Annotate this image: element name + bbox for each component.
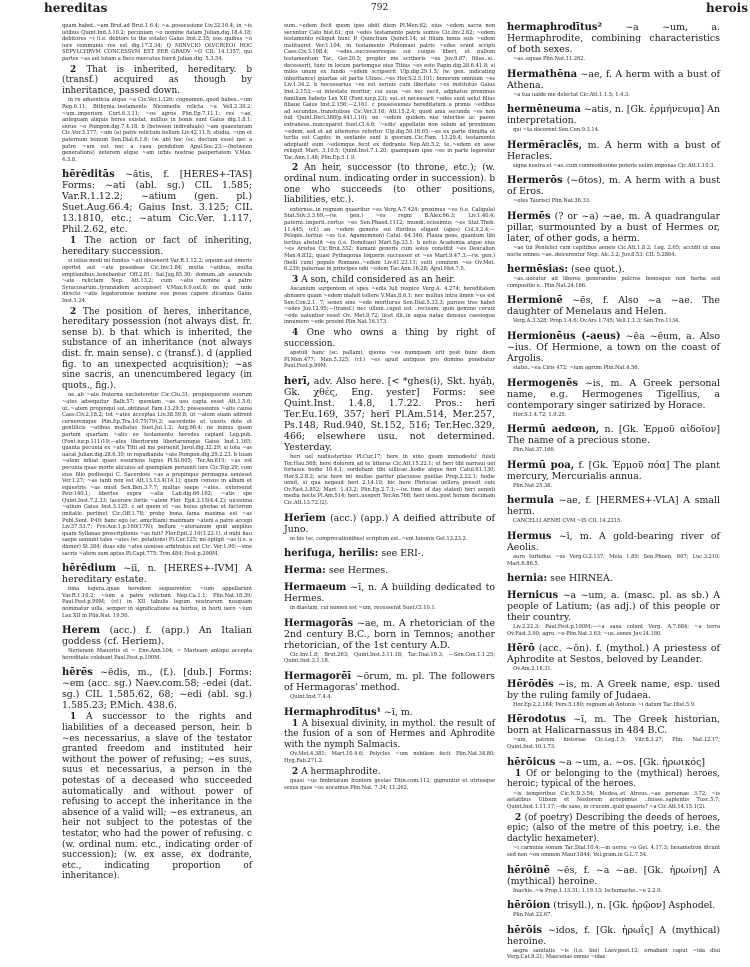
entry-definition: ~ī, n. A building dedicated to Hermes. (284, 582, 496, 605)
citation-block: signa nostra et ~as..cum commodissime poteris uelim imponas Cic.Att.1.10.3. (513, 162, 715, 169)
citation-block: ~i carminis sonum Tac.Dial.10.4;—in uersu ~o Gel. 4.17.3; hexametron dicunt sed non ~on omnem Maur.1844; Vel.gram.in G.L.7.54. (507, 845, 720, 858)
citation-block: apstuli hanc (sc. pallam), quoius ~es numquam erit post hunc diem Pl.Men.477; Man.5.325; (cf.) ~es apud antiquos pro domino ponebatur Paul.Fest.p.99M. (284, 350, 495, 370)
headword: Hermū poa, (507, 459, 575, 471)
sense-definition: 1 The action or fact of inheriting, hereditary succession. (62, 236, 252, 257)
sense-definition: 2 A hermaphrodite. (292, 766, 381, 777)
entry-head (507, 211, 720, 244)
entry-head (507, 295, 720, 317)
entry-definition: ~ōrum, m. pl. The followers of Hermagoras' method. (284, 671, 495, 694)
citation-block: ~is temporibus Cic.N.D.3.54; Medea..et Atreus..~ae personae 3.72; ~is aetatibus Ulixem et Nestorem accepimus ..fuisse..sapientis Tusc.5.7; Quint.Inst.1.11.17;—de saxo, in crucem..quid quaeris? ~a Cic.Att.14.15.1(2). (507, 790, 720, 811)
headword: hermēsias: (507, 264, 569, 276)
entry-head (507, 643, 720, 665)
entry-head (507, 69, 720, 91)
running-head-left: hereditas (44, 1, 108, 15)
entry-definition: ~ēdis, m., (f.). [dub.] Forms: ~em (acc. sg.) Naev.com.58; -edei (dat. sg.) CIL 1.585.62, 68; ~edi (abl. sg.) 1.585.23; P.Mich. 438.6. (62, 667, 252, 712)
sense-number: 1 (70, 712, 87, 723)
headword: hērēditās (62, 169, 115, 181)
dictionary-entry (507, 531, 720, 567)
entry-head (507, 331, 720, 364)
headword: Hermogenēs (507, 377, 578, 389)
column-2 (284, 22, 495, 797)
entry-definition: ~ēa ~ēum, a. Also ~ius. Of Hermione, a town on the coast of Argolis. (507, 330, 720, 364)
sense-definition: 2 The position of heres, inheritance, hereditary possession (not always dist. fr. sense b). b that which is inherited, the substance of an inheritance (not always dist. fr. main sense). c (transf.). d (applied fig. to an unexpected acquisition); ~as sine sacris, an unencumbered legacy (in quots., fig.). (62, 306, 253, 391)
dictionary-entry (507, 378, 720, 419)
entry-head (507, 104, 720, 126)
citation-block: Verg.A.3.328; Prop.1.4.6; Ov.Ars 1.745; Vell.1.1.3; Sen.Tro.1134. (513, 318, 680, 325)
dictionary-entry (284, 707, 495, 792)
sense-number: 4 (292, 327, 307, 338)
citation-block: si istius modi mi fundus ~ati obuenerit Var.R.1.12.2; equum aut emeris oportet aut ~ate possideas Cic.Inv.1.84; multa ~atibus, multa emptionibus..tenebantur Off.2.81; Sal.Jug.85.30; domum..ab auunculo ~ate relictam Nep. Att.13.2; cum ~atis nomine a patre Syracusarum..tyrannidem accepisset V.Max.6.9.ext.6; ne quid inde directo ~atis legatorumue nomine eos posse capere dicamus Gaius Inst.1.24. (62, 258, 252, 305)
dictionary-entry (284, 513, 495, 543)
sense-number: 1 (515, 768, 526, 779)
entry-definition: ~a ~um, a. ~os. [Gk. ἡρωικός] (558, 756, 705, 768)
citation-block: Ascanium surgentem et spes ~edis Iuli respice Verg.A. 4.274; hereditatem abnuere quam ~edem maluit tollere V.Max.8.6.1; nec multus intra limen ~es est Sen.Con.2.1. 7; senex sine ~ede moriturus Sen.Dial.5.33.3; paruos tres habet ~edes Juv.12.95;—(transf.) nec ullum..caput est ..recisum, quin gemino ceruix ~ede ualentior esset Ov. Met.9.72; licet illi..in aqua natae densius caesioque innumero ~ede prosint Plin.Nat.16.173. (284, 286, 495, 326)
citation-block: statio..~ea Ciris 472; ~ium agrum Plin.Nat.4.56. (513, 364, 640, 371)
citation-block: externus..in regnum quaeritur ~es Verg.A.7.424; proximus ~es (i.e. Caligula) Stat.Silv.3.3.69;—(w. gen.) ~es regni B.Alex.66.3; Liv.1.40.4; paterni..imperii..certus ~es Sen.Phaed.1112; mundi..ocissimus ~es Stat.Theb. 11.445; (cf.) an ~edem generis sui floribus eligant (apes) Col.9.2.4;—Pelopis..tertius ~es (i.e. Agamemnon) Catul. 64.346; Flauia gens, quantum tibi tertius abstulit ~es (i.e. Domitian) Mart.Sp.33.1. b uetus Academia atque eius ~es Aristus Cic.Brut.332; humani generis cum solus constitit ~es Deucalion Man.4.832; quasi Pythagoras loqueris successor et ~es Mart.9.47.3;—(w. gen.) (belli cum) populo Romano..~edem Liv.41.23.11; sutti comitem ~es Ov.Met. 6.239; paternae in principes odii ~edem Tac.Ann.16.28; Apul.Met.7.5. (284, 206, 495, 273)
dictionary-entry (284, 548, 495, 559)
sense-definition: 1 A successor to the rights and liabilities of a deceased person, heir. b ~es necessarius, a slave of the testator granted freedom and instituted heir without the power of refusing; ~es suus, suus et necessarius, a person in the potestas of a deceased who succeeded automatically and without power of refusing to accept the inheritance in the absence of a valid will; ~es extraneus, an heir not subject to the potestas of the testator, who had the power of refusing. c (w. ordinal num. etc., indicating order of succession); (w. ex asse, ex dodrante, etc., indicating proportion of inheritance). (62, 712, 253, 882)
citation-block: Hor.Ep.2.2.184; Pers.5.180; regnum ab Antonio ~i datum Tac.Hist.5.9. (513, 701, 696, 708)
dictionary-entry (62, 625, 252, 661)
dictionary-entry (62, 23, 252, 163)
entry-head (284, 582, 495, 604)
citation-block: Hor.S.1.4.72; 1.9.25. (513, 411, 567, 418)
entry-definition: ~iī, n. [HERES+-IVM] A hereditary estate. (62, 563, 252, 586)
citation-block: in diaetam, cui nomen est ~um, recesserat Suet.Cl.10.1. (290, 605, 437, 612)
dictionary-entry (507, 424, 720, 454)
entry-head (507, 264, 720, 275)
citation-block: ~ae tui Pentelici cum capitibus aeneis Cic.Att.1.8.2; Leg. 2.65; accidit ut una nocte omnes ~ae..deicerentur Nep. Alc.3.2; Juv.8.53; CIL 5.2864. (507, 244, 720, 258)
citation-block: CANCELLI AENEI CVM ~IS CIL 14.2215. (513, 518, 622, 525)
entry-head (507, 925, 720, 947)
sense-definition: 1 A bisexual divinity, in mythol. the result of the fusion of a son of Hermes and Aphrodite with the nymph Salmacis. (284, 718, 496, 750)
dictionary-entry (507, 140, 720, 170)
headword: Hērō (507, 643, 535, 655)
sense-definition: 2 (of poetry) Describing the deeds of heroes, epic; (also of the metre of this poetry, i.e. the dactylic hexameter). (507, 812, 720, 844)
sense-definition: 4 One who owns a thing by right of succession. (284, 327, 495, 349)
entry-definition: see Hermes. (328, 565, 389, 577)
headword: hērōicus (507, 756, 556, 768)
entry-head (507, 424, 720, 446)
entry-definition: ~ēs, f. Also ~a ~ae. The daughter of Menelaus and Helen. (507, 295, 720, 318)
entry-head (507, 378, 720, 411)
entry-head (507, 140, 720, 162)
entry-definition: ~ae, f. [HERMES+-VLA] A small herm. (507, 495, 721, 518)
citation-block: Ov.Am.2.16.31. (513, 666, 553, 673)
headword: Hernicus (507, 590, 559, 602)
headword: Hermus (507, 530, 552, 542)
entry-definition: adv. Also here. [< *ghes(i), Skt. hyáḥ, Gk. χθές, Eng. yester] Forms: see Quint.Inst. 1.4.8, 1.7.22. Pros.: herī Ter.Eu.169, 357; herī Pl.Am.514, Mer.257, Ps.148, Rud.940, St.152, 516; Ter.Hec.329, 466; elsewhere usu. not determined. Yesterday. (284, 375, 496, 453)
entry-definition: n. [Gk. Ἑρμοῦ αἰδοῖον] The name of a precious stone. (507, 424, 720, 447)
column-1 (62, 22, 252, 888)
dictionary-entry (507, 331, 720, 372)
sense-definition: 2 An heir, successor (to throne, etc.); (w. ordinal num. indicating order in succession). b one who succeeds (to other positions, liabilities, etc.). (284, 163, 496, 206)
headword: herī, (284, 375, 311, 387)
headword: Hermionēus (-aeus) (507, 330, 621, 342)
entry-definition: ~is, m. A Greek name, esp. used by the ruling family of Judaea. (507, 678, 721, 701)
dictionary-entry (507, 573, 720, 584)
sense-number: 3 (292, 274, 302, 285)
headword: hērōion (507, 900, 551, 912)
running-head-right: herois (706, 1, 748, 15)
headword: hermula (507, 495, 555, 507)
entry-head (62, 169, 252, 235)
entry-definition: (acc. ~ōn). f. (mythol.) A priestess of Aphrodite at Sestos, beloved by Leander. (507, 643, 720, 666)
dictionary-entry (507, 679, 720, 709)
headword: Herma: (284, 565, 326, 577)
entry-definition: m. A herm with a bust of Heracles. (507, 139, 720, 162)
dictionary-entry (507, 865, 720, 895)
citation-block: Plin.Nat.22.67. (513, 912, 552, 919)
entry-head (507, 531, 720, 553)
entry-definition: (acc.) f. (app.) An Italian goddess (cf. Heriem). (62, 625, 252, 648)
sense-number: 2 (70, 64, 87, 75)
dictionary-entry (284, 376, 495, 507)
headword: Hermagorās (284, 617, 354, 629)
citation-block: ne..ab ~ate fraterna excluderetur Cic.Clu.31; propinquorum suorum ~ates adsequitur Balb.57; quoniam ~as usu capta esset Att.1.5.6; ut..~atem propinqui sui..obtineat Fam.13.29.5; possessionis ~atis causa Caes.Civ.2.18.2; tot ~ates acceptas Liv.38.59.8; ut ~atem suam adirent cerneremque Plin.Ep.Tra.10.75(79).2; sacerdotio et uxoris dote et gentilicis ~atibus multatus Suet.Jul.1.2; Aug.66.4; ne minus quam partem quartam ~atis eo testamento heredes capiant Leg.pub.(Font.iur.p.111)19;—ates libertorum libertarumque Gaius Inst.1.165; quanta pecunia ex ~ate Titii ad me peruenit Javol.dig.32.29; si tota ~as uacat Julian.dig.28.6.30; in repudianda ~ate Pompon.dig.29.2.23. b tuam ~atem inhiat quasi essuriens lupus Pl.St.605; Ter.An.815; ~as est pecunia quae morte alicuius ad quempiam peruenit iure Cic.Top.29; cum eius filio pedisequi C. Sacerdote ~as a propinquo permagna uenisset Ver.1.27; ~as tanti non est Att.13.13.4(14.1); quem census in album et equestris ~as misit Sen.Ben.3.7.7; multas saepe ~ates.. extorserat Petr.140.1; libertus supra ~atis Lab.dig.66.162; ~atis spe Quint.Inst.7.2.33; lacerare fortis ~atem Flor. Epit.2.15(4.4.2); uicesima ~atium Gaius Inst.3.125. c ad quem et ~as huius gloriae et factorum imitatio pertinet Cic.Off.1.78; probo bona fama maxima est ~as Publ.Sent. P.49; hanc ego (sc. amicitiam) maximam ~atem a patre accepi Liv.37.53.7; Fro.Aur.1.p.160(17N); bellum ~atorianum quid amplius quam Syllanae proscriptionis ~as fuit? Flor.Epit.2.10(3.22.1). d mihi hau saepe ueniunt tales ~ates (sc. potations) Pl.Cur.125; mi optigit ~as (i.e. a dinner) St.384; duas sibi ~ates uenisse arbitratus est Cic. Ver.1.90;—sine sacris ~atem sum aptus Pl.Capt.775; Trin.484; Fest.p.290M. (62, 392, 252, 557)
entry-definition: ~ātis, f. [HERES+-TAS] Forms: ~ati (abl. sg.) CIL 1.585; Var.R.1.12.2; ~atium (gen. pl.) Suet.Aug.66.4; Gaius Inst. 3.125; CIL 13.1810, etc.; ~atum Cic.Ver. 1.117, Phil.2.62, etc. (62, 169, 253, 236)
headword: Hermerōs (507, 175, 563, 187)
sense-number: 2 (292, 766, 302, 777)
entry-definition: (see quot.). (571, 264, 625, 276)
entry-head (284, 513, 495, 535)
citation-block: eum..~edem fecit quom ipse obiit diem Pl.Men.62; eius ~edem sacra non secuntur Cato hist.61; qui ~edes testamento patris sumus Cic.Inv.2.62; ~edem testamento reliquit hunc P. Quinctium Quinct.14; ut filium bonis suis ~edem institueret Ver.1.104; in testamento Ptolomaei patris ~edes erant scripti Caes.Civ.3.108.4; ~edes..successoresque sui cuique liberi, et nullum testamentum Tac. Ger.20.5; propter me scriberis ~es Juv.9.87; filius..si.. decesserit, tunc in locum partemque eius Titius ~es esto Papin.dig.28.6.41.8; si miles unum ex fundo ~edem scripserit Ulp.dig.29.1.5; (w. gen. indicating inheritance) quartae sit partis Ulixes..~es Hor.S.2.5.101; bonorum omnium ~es Liv.1.34.2. b necessarius ~es est seruus cum libertate ~es institutus Gaius Inst.2.153;—si intestato moritur, cui suus ~es nec escit, adgnatus proximus familiam habeto Lex XII (Font.iur.p.23); sui..et necessarii ~edes sunt uelut filius filiaue Gaius Inst.2.156;—2.161. c possessiones hereditatum..a primis ~edibus ad secundos..transtulisse Cic.Ver.3.16; Att.15.2.4; quod ania secunda ~es non fuit Quint.Decl.388(p.441,l.10); ne ~edem quidem nisi intertios ac paene extraneos..nuncuparet Suet.Cl.4.6; '~edis' appellatio non solum ad proximum ~edem, sed et ad ulteriores refertur Ulp.dig.50.16.65;—es ex parte dimidia et tertia est Capito; in sextante sunt ii quorum..Cic.Fam. 13.29.4; testamento adoptauit eum ~edemque fecit ex dodrante Nep.Att.5.2; te..~edem ex asse reliquit Mart. 3.10.5; Quint.Inst.7.1.20; quamquam ipse ~es in parte legeretur Tac.Ann.1.48; Plin.Ep.5.1.9. (284, 23, 495, 161)
dictionary-entry (62, 169, 252, 557)
dictionary-entry (507, 643, 720, 673)
headword: Hermagorēī (284, 671, 352, 683)
entry-definition: ~ēs, f. ~a ~ae. [Gk. ἡρωίνη] A (mythical) heroine. (507, 864, 721, 887)
entry-head (507, 573, 720, 584)
dictionary-entry (284, 23, 495, 370)
citation-block: Quint.Inst.7.4.4. (290, 694, 333, 701)
entry-definition: ~ae, m. A rhetorician of the 2nd century B.C., born in Temnos; another rhetorician, of the 1st century A.D. (284, 617, 495, 651)
dictionary-entry (284, 618, 495, 665)
citation-block: ~um, patrem historiae Cic.Leg.1.5; Vitr.8.3.27; Plin. Nat.12.17; Quint.Inst.10.1.73. (507, 737, 720, 751)
headword: Hermaeum (284, 582, 347, 594)
entry-definition: ~a ~um, a. Hermaphrodite, combining characteristics of both sexes. (507, 22, 720, 55)
running-head (0, 0, 750, 20)
column-3 (507, 22, 720, 967)
dictionary-entry (507, 211, 720, 258)
entry-head (507, 590, 720, 623)
dictionary-entry (507, 925, 720, 961)
citation-block: in re aduenticia atque ~a Cic.Ver.1.126; cognomen..quod habes..~um Rep.6.11; Bithynia..testamento Nicomedis relicta ~a Vell.2.39.2; ~um..imperium Curt.6.3.11; ~os agros Plin.Ep.7.11.1; res ~ae, antequam aliquis heres existat, nullius in bonis sunt Gaius dig.1.8.1; seruo ~o Pompon.dig.7.4.18. b (between individuals) ~am quaesturam Cic.Ver.3.177; ~um (a) patre relictum bellum Liv.42.11.5; studia, ~um et paternum bonum Sen.Dial.6.1.6; (w. ab) hoc (sc. doctum esse) nec a patre ~um est nec a casu pendulum Apul.Soc.23;—(between generations) ueterem atque ~am urbis nostrae paupertatem V.Max. 4.3.8. (62, 97, 252, 163)
entry-head (507, 460, 720, 482)
headword: Herīem (284, 512, 326, 524)
dictionary-entry (507, 460, 720, 490)
citation-block: heri uel nudiustertius Pl.Cur.17; here in uino quam immodestu' fuisti Ter.Hau.568; here dolorem ad te litteras Cic.Att.15.22.1; ut heri tibi narraui uel fortasse hodie 16.4.1; sordebant tibi uillicae..hodie atque heri Catul.61.130; Hor.S.2.8.2; scis here mi multas pariter placuisse puellas Prop.2.22.1; hodie uenit, si qua negauit heri 2.14.10; hic here Phriscae uellera pressit ouis Ov.Fast.3.852; Mart. 1.43.2; Plin.Ep.2.7.1;—(w. time of day stated) heri uenisti media nocte Pl.Am.514; heri..uesperi Ter.An.768; heri ueni..post horam decimam Cic.Att.13.72.(2). (284, 453, 495, 507)
citation-block: ~as..uocatur ad liberos generandos pulcros bonosque non herba sed compositio e.. Plin.Nat.24.166. (507, 276, 720, 289)
entry-head (507, 679, 720, 701)
entry-head (507, 175, 720, 197)
citation-block: ~as..equas Plin.Nat.11.262. (513, 56, 586, 62)
citation-block: aegra sanitatis ~is (i.e. Ino) Laev.poet.12; ornabant caput ~ida diui Verg.Cat.9.21; Maecenas omnis ~idas (507, 947, 720, 961)
dictionary-entry (507, 22, 720, 63)
headword: hērēs (62, 667, 93, 679)
dictionary-entry (507, 590, 720, 637)
entry-head (284, 671, 495, 693)
entry-definition: ~ae, f. A herm with a bust of Athena. (507, 68, 720, 91)
citation-block: ~a tua ualde me delectat Cic.Att.1.1.5; 1.4.3. (513, 91, 630, 98)
entry-head (284, 565, 495, 576)
entry-definition: ~idos, f. [Gk. ἡρωΐς] A (mythical) heroine. (507, 924, 720, 947)
entry-definition: ~is, m. A Greek personal name, e.g. Hermogenes Tigellius, a contemporary singer satirized by Horace. (507, 377, 720, 411)
entry-head (507, 865, 720, 887)
citation-block: Inachis..~is Prop.1.13.31; 1.19.13; Ischomache..~e 2.2.9. (513, 887, 662, 894)
entry-definition: ~atis, n. [Gk. ἑρμήνευμα] An interpretation. (507, 104, 720, 127)
entry-head (507, 22, 720, 55)
entry-definition: see ERI-. (381, 548, 424, 560)
headword: Hermū aedœon, (507, 424, 600, 436)
dictionary-entry (507, 175, 720, 205)
entry-definition: ~a ~um, a. (masc. pl. as sb.) A people of Latium; (as adj.) of this people or their country. (507, 590, 720, 624)
dictionary-entry (507, 264, 720, 289)
citation-block: Cic.Inv.1.8; Brut.263; Quint.Inst.3.11.18; Tac.Dial.19.3; —Sen.Con.1.1.25; Quint.Inst.3.1.18. (284, 651, 495, 665)
sense-definition: 1 Of or belonging to the (mythical) heroes, heroic; typical of the heroes. (507, 768, 720, 790)
sense-definition: 3 A son, child considered as an heir. (292, 274, 456, 285)
entry-head (507, 714, 720, 736)
headword: hernia: (507, 573, 548, 585)
sense-number: 1 (292, 718, 302, 729)
entry-definition: (? or ~a) ~ae, m. A quadrangular pillar, surmounted by a bust of Hermes or, later, of other gods, a herm. (507, 210, 720, 244)
dictionary-entry (507, 757, 720, 859)
entry-definition: ~ī, m. (384, 706, 413, 718)
headword: hermēneuma (507, 104, 581, 116)
entry-definition: ~ī, m. The Greek historian, born at Halicarnassus in 484 B.C. (507, 714, 721, 737)
entry-head (62, 563, 252, 585)
headword: hērōinē (507, 864, 551, 876)
headword: hērōis (507, 924, 542, 936)
entry-head (62, 625, 252, 647)
headword: hermaphrodītus² (507, 22, 602, 33)
headword: Hermēraclēs, (507, 139, 583, 151)
entry-head (284, 618, 495, 651)
sense-number: 2 (292, 163, 305, 174)
entry-head (507, 495, 720, 517)
headword: Hermaphrodītus¹ (284, 706, 382, 718)
dictionary-entry (507, 69, 720, 99)
entry-head (284, 548, 495, 559)
citation-block: quasi ~us fimbriatum frontem gestas Titin.com.112; gignuntur et utriusque sexus quos ~os uocamus Plin.Nat. 7.34; 11.262. (284, 778, 495, 791)
sense-number: 1 (70, 236, 85, 247)
entry-definition: ~ī, m. A gold-bearing river of Aeolis. (507, 530, 720, 553)
headword: Herem (62, 625, 101, 637)
dictionary-entry (507, 295, 720, 325)
entry-head (284, 707, 495, 718)
dictionary-entry (507, 714, 720, 750)
entry-head (62, 667, 252, 711)
dictionary-entry (284, 582, 495, 612)
dictionary-entry (507, 104, 720, 134)
sense-definition: 2 That is inherited, hereditary. b (transf.) acquired as though by inheritance, passed down. (62, 64, 253, 96)
entry-definition: see HIRNEA. (550, 573, 613, 585)
entry-definition: (trisyll.), n. [Gk. ἡρῷον] Asphodel. (553, 900, 716, 912)
sense-number: 2 (70, 306, 83, 317)
headword: Hermathēna (507, 68, 578, 80)
entry-head (507, 900, 720, 911)
citation-block: bina iugera..quae heredem sequerentur, ~ium appellarunt Var.R.1.10.2; ~ium a patre relictum Nep.Ca.1.1; Plin.Nat.18.39; Paul.Fest.p.99M; (cf.) in XII tabulis legum nostrarum nusquam nominatur uilla, semper in significatione ea hortus, in horti uero ~ium Lex XII in Plin.Nat. 19.50. (62, 586, 252, 619)
entry-head (507, 757, 720, 768)
dictionary-entry (62, 667, 252, 882)
sense-number: 2 (515, 812, 525, 823)
dictionary-entry (284, 671, 495, 701)
headword: Hermionē (507, 295, 563, 307)
citation-block: Plin.Nat.25.38. (513, 482, 552, 489)
entry-definition: f. [Gk. Ἑρμοῦ πόα] The plant mercury, Mercurialis annua. (507, 459, 720, 482)
dictionary-entry (62, 563, 252, 619)
citation-block: in his (sc. comprecationibus) scriptum est..~em Iunonis Gel.13.23.2. (290, 535, 468, 542)
headword: hērēdium (62, 563, 116, 575)
citation-block: Nerienem Mauortis et ~ Enn.Ann.104; ~ Marteam antiqui accepta hereditate colebant Paul.Fest.p.100M. (62, 648, 252, 661)
dictionary-entry (507, 495, 720, 525)
citation-block: Liv.2.22.3; Paul.Fest.p.100M;—~a saxa colunt Verg. A.7.684; ~a terra Ov.Fast.3.90; agro..~o Plin.Nat.3.63; ~us..senex Juv.14.180. (507, 624, 720, 637)
citation-block: Plin.Nat.37.166. (513, 447, 556, 454)
dictionary-entry (284, 565, 495, 576)
page-number: 792 (371, 3, 389, 13)
entry-definition: (~ōtos), m. A herm with a bust of Eros. (507, 175, 720, 198)
citation-block: qui ~ta docerent Sen.Con.9.3.14. (513, 127, 600, 134)
entry-definition: (acc.) (app.) A deified attribute of Juno. (284, 512, 495, 535)
headword: herifuga, herīlis: (284, 548, 379, 560)
citation-block: quam habet..~am Brut.ad Brut.1.6.4; ~a..possessione Liv.32.10.4; in ~is istibus Quint.Ind.3.10.2; pecuniam ~o nomine datam Julian.dig.18.4.18; debitores ~i (i.e. debtors to the estate) Gaius Inst.2.35; eos..quibus ~o iure communis res est dig.17.2.34; Q MINVCIO OLVCR(EO) HOC SEPVLCHRVM CONCESSVM EST PER GRADV ~O CIL 14.1357; qui partes ~as uel totam a fisco mercatus fuerit Julian.dig. 5.3.54. (62, 23, 252, 62)
dictionary-entry (507, 900, 720, 919)
citation-block: ~otes Taurisci Plin.Nat.36.33. (513, 198, 591, 205)
headword: Hērōdēs (507, 678, 554, 690)
citation-block: auro turbidus ~us Verg.G.2.137; Mela 1.89; Sen.Phoen. 607; Luc.3.210; Mart.6.86.5. (507, 553, 720, 567)
headword: Hērodotus (507, 714, 566, 726)
entry-head (284, 376, 495, 453)
headword: Hermēs (507, 210, 551, 222)
citation-block: Ov.Met.4.381; Mart.10.4.6; Polycles ~um nobilem fecit Plin.Nat.34.80; Hyg.Fab.271.2. (284, 751, 495, 764)
